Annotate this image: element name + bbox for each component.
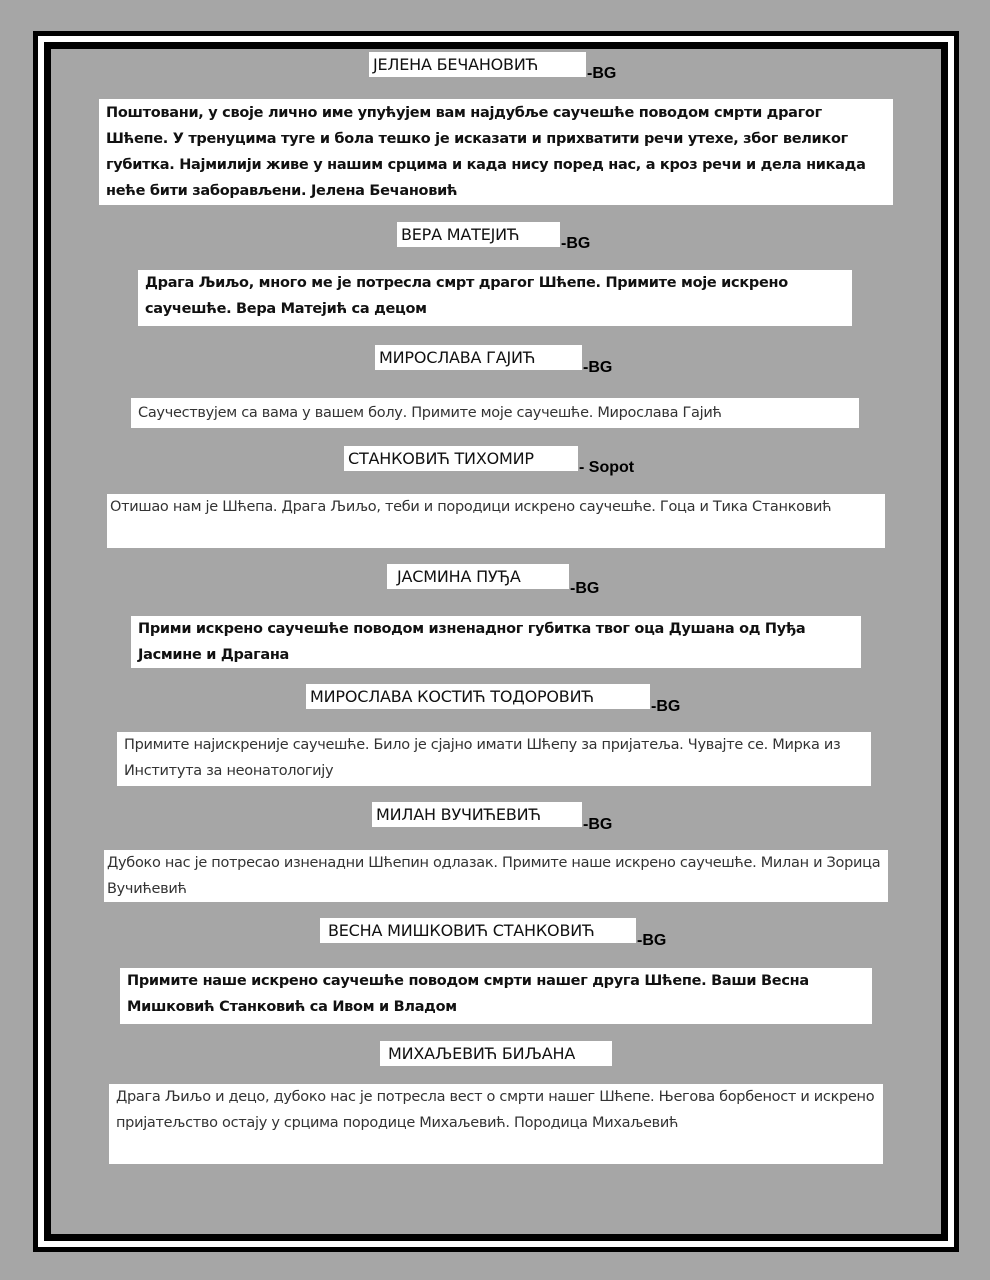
entry-name: МИХАЉЕВИЋ БИЉАНА [380, 1041, 612, 1066]
entry-name: МИЛАН ВУЧИЋЕВИЋ [372, 802, 582, 827]
entry-location: -BG [561, 235, 591, 252]
entry-name: ВЕСНА МИШКОВИЋ СТАНКОВИЋ [320, 918, 636, 943]
entry-message: Драга Љиљо, много ме је потресла смрт драгог Шћепе. Примите моје искрено саучешће. Вера Матејић са децом [138, 270, 852, 326]
entry-message: Примите наше искрено саучешће поводом смрти нашег друга Шћепе. Ваши Весна Мишковић Станковић са Ивом и Владом [120, 968, 872, 1024]
entry-location: -BG [583, 359, 613, 376]
entry-message: Примите најискреније саучешће. Било је сјајно имати Шћепу за пријатеља. Чувајте се. Мирка из Института за неонатологију [117, 732, 871, 786]
entry-message: Саучествујем са вама у вашем болу. Примите моје саучешће. Мирослава Гајић [131, 398, 859, 428]
entry-location: -BG [587, 65, 617, 82]
entry-name: МИРОСЛАВА КОСТИЋ ТОДОРОВИЋ [306, 684, 650, 709]
entry-location: -BG [570, 580, 600, 597]
entry-message: Отишао нам је Шћепа. Драга Љиљо, теби и породици искрено саучешће. Гоца и Тика Станковић [107, 494, 885, 548]
entry-location: -BG [583, 816, 613, 833]
entry-name: МИРОСЛАВА ГАЈИЋ [375, 345, 582, 370]
entry-message: Дубоко нас је потресао изненадни Шћепин одлазак. Примите наше искрено саучешће. Милан и Зорица Вучићевић [104, 850, 888, 902]
entry-name: ЈЕЛЕНА БЕЧАНОВИЋ [369, 52, 586, 77]
entry-message: Поштовани, у своје лично име упућујем вам најдубље саучешће поводом смрти драгог Шћепе. У тренуцима туге и бола тешко је исказати и прихватити речи утехе, због великог губитка. Најмилији живе у нашим срцима и када нису поред нас, а кроз речи и дела никада неће бити заборављени. Јелена Бечановић [99, 99, 893, 205]
entry-message: Прими искрено саучешће поводом изненадног губитка твог оца Душана од Пуђа Јасмине и Драгана [131, 616, 861, 668]
entry-location: -BG [651, 698, 681, 715]
entry-location: - Sopot [579, 459, 635, 476]
entry-name: ВЕРА МАТЕЈИЋ [397, 222, 560, 247]
entry-name: СТАНКОВИЋ ТИХОМИР [344, 446, 578, 471]
entry-name: ЈАСМИНА ПУЂА [387, 564, 569, 589]
entry-message: Драга Љиљо и децо, дубоко нас је потресла вест о смрти нашег Шћепе. Његова борбеност и искрено пријатељство остају у срцима породице Михаљевић. Породица Михаљевић [109, 1084, 883, 1164]
entry-location: -BG [637, 932, 667, 949]
